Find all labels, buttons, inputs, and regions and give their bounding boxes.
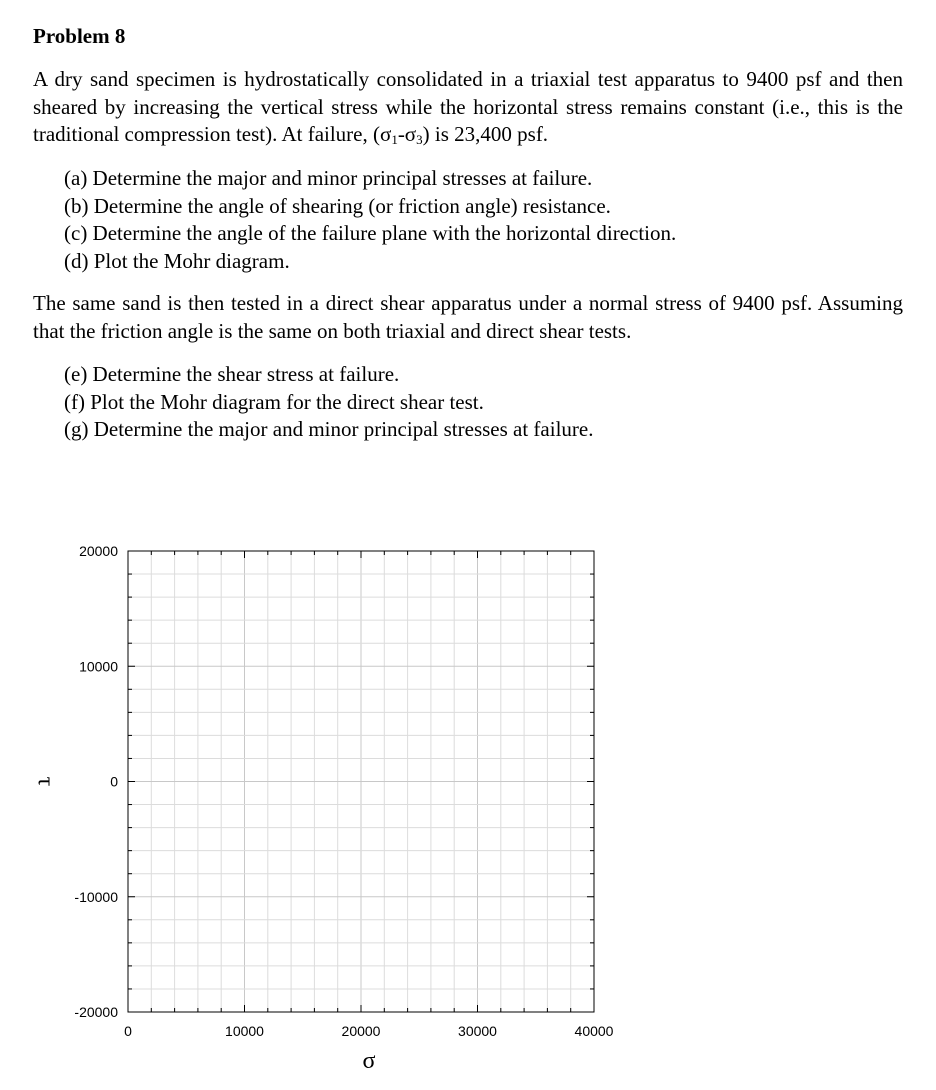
y-axis-label-tau: τ [32,776,59,787]
y-tick-label: -10000 [74,888,118,905]
question-c: (c) Determine the angle of the failure plane with the horizontal direction. [64,221,677,245]
x-tick-label: 20000 [341,1023,381,1039]
x-axis-label-sigma: σ [362,1048,376,1074]
x-tick-label: 40000 [574,1023,614,1039]
x-tick-label: 0 [124,1023,132,1039]
question-b: (b) Determine the angle of shearing (or friction angle) resistance. [64,193,611,218]
x-tick-label: 10000 [225,1023,264,1039]
sigma-1-subscript: 1 [391,132,398,147]
question-f: (f) Plot the Mohr diagram for the direct shear test. [64,389,484,414]
y-tick-label: 0 [110,773,118,790]
problem-title: Problem 8 [33,24,126,48]
statement-text-1: A dry sand specimen is hydrostatically consolidated in a triaxial test apparatus to 9400 psf and then sheared by increasing the vertical stress while the horizontal stress remains constant (i.e., this is the traditional compression test). At failure, (σ [33,67,903,146]
y-tick-label: 10000 [79,658,118,675]
direct-shear-statement: The same sand is then tested in a direct shear apparatus under a normal stress of 9400 psf. Assuming that the friction angle is the same on both triaxial and direct shear tests. [33,291,903,343]
y-tick-label: 20000 [79,543,118,559]
x-tick-label: 30000 [458,1023,497,1039]
statement-text-3: ) is 23,400 psf. [422,122,549,146]
y-tick-label: -20000 [74,1004,118,1020]
question-g: (g) Determine the major and minor principal stresses at failure. [64,417,594,441]
tick-labels [74,543,613,1039]
grid-lines [128,551,594,1012]
statement-text-2: -σ [397,122,417,146]
question-d: (d) Plot the Mohr diagram. [64,248,290,273]
question-a: (a) Determine the major and minor principal stresses at failure. [64,166,593,190]
sigma-3-subscript: 3 [416,132,423,147]
question-e: (e) Determine the shear stress at failure. [64,362,400,386]
